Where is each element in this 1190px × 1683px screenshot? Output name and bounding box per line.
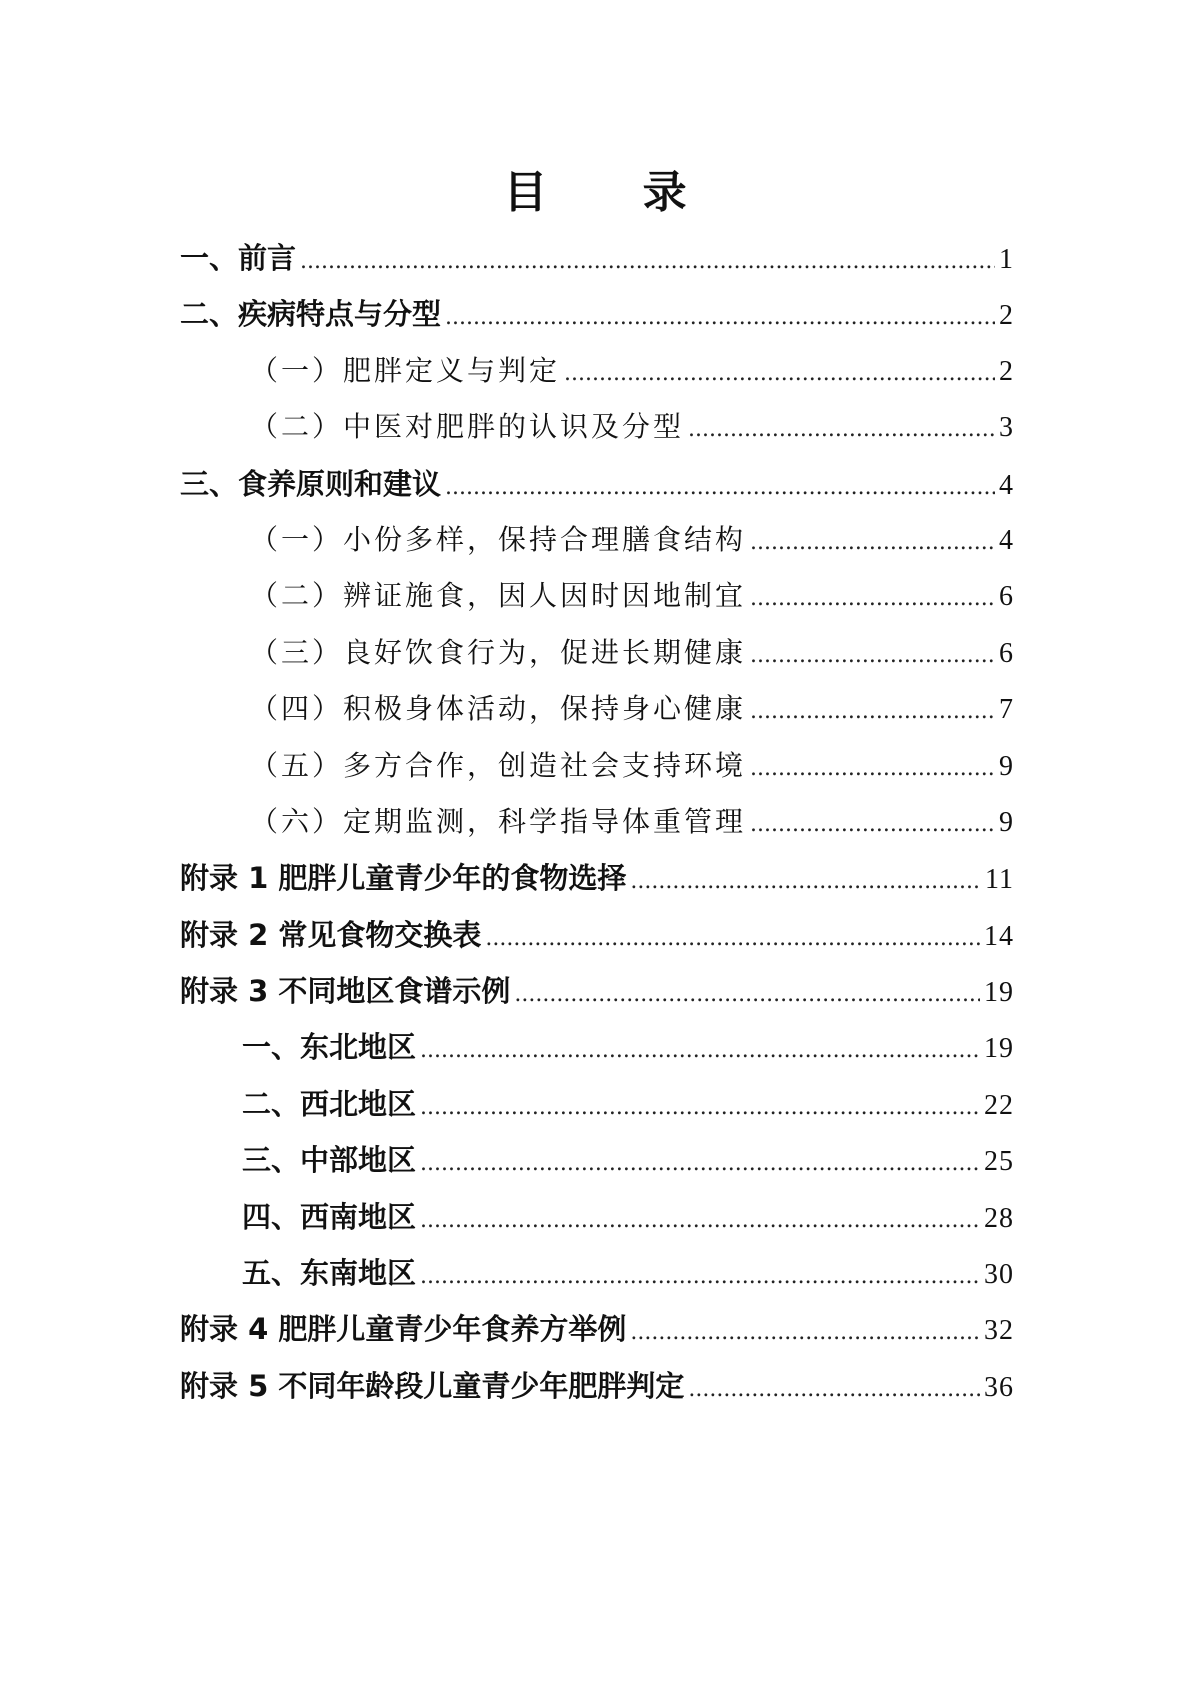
dot-leader	[750, 797, 995, 853]
toc-entry[interactable]	[180, 625, 1014, 681]
toc-entry-label: 三、食养原则和建议	[180, 466, 442, 501]
toc-entry-label: （三）良好饮食行为，促进长期健康	[250, 635, 747, 669]
dot-leader	[420, 1136, 980, 1192]
toc-entry[interactable]	[180, 568, 1014, 624]
toc-entry-page-number: 28	[984, 1202, 1014, 1234]
dot-leader	[564, 346, 995, 402]
toc-entry-label: 一、前言	[180, 241, 297, 275]
toc-entry-page-number: 25	[984, 1146, 1014, 1178]
toc-entry-page-number: 2	[999, 300, 1014, 332]
dot-leader	[750, 571, 995, 627]
dot-leader	[750, 628, 995, 684]
toc-entry[interactable]	[180, 1076, 1014, 1132]
dot-leader	[688, 402, 995, 458]
toc-entry-page-number: 4	[999, 469, 1014, 501]
toc-entry-page-number: 6	[999, 637, 1014, 669]
toc-entry-page-number: 9	[999, 750, 1014, 782]
dot-leader	[420, 1193, 980, 1249]
toc-entry-label: 附录 3 不同地区食谱示例	[180, 974, 511, 1009]
toc-entry[interactable]	[180, 681, 1014, 737]
toc-entry-page-number: 7	[999, 694, 1014, 726]
toc-entry[interactable]	[180, 794, 1014, 850]
toc-entry-page-number: 2	[999, 355, 1014, 387]
dot-leader	[750, 515, 995, 571]
toc-entry-page-number: 22	[984, 1089, 1014, 1121]
toc-entry-page-number: 30	[984, 1259, 1014, 1291]
dot-leader	[445, 460, 995, 516]
toc-entry[interactable]	[180, 907, 1014, 963]
toc-entry[interactable]	[180, 230, 1014, 286]
toc-entry[interactable]	[180, 1132, 1014, 1188]
toc-entry-label: （二）辨证施食，因人因时因地制宜	[250, 579, 747, 613]
toc-entry[interactable]	[180, 343, 1014, 399]
toc-entry-page-number: 3	[999, 412, 1014, 444]
toc-entry-label: （一）小份多样，保持合理膳食结构	[250, 522, 747, 556]
dot-leader	[630, 1305, 980, 1361]
toc-entry-label: 三、中部地区	[242, 1143, 417, 1178]
toc-entry-page-number: 14	[984, 920, 1014, 952]
toc-entry-label: 五、东南地区	[242, 1256, 417, 1291]
toc-entry[interactable]	[180, 1301, 1014, 1357]
toc-entry-label: （六）定期监测，科学指导体重管理	[250, 804, 747, 838]
toc-entry-page-number: 11	[985, 864, 1014, 896]
toc-entry[interactable]	[180, 286, 1014, 342]
dot-leader	[420, 1249, 980, 1305]
table-of-contents	[180, 230, 1014, 1414]
toc-entry[interactable]	[180, 456, 1014, 512]
toc-entry-label: 一、东北地区	[242, 1030, 417, 1065]
dot-leader	[485, 911, 980, 967]
toc-entry-label: 附录 4 肥胖儿童青少年食养方举例	[180, 1312, 627, 1347]
toc-entry[interactable]	[180, 512, 1014, 568]
dot-leader	[445, 290, 995, 346]
dot-leader	[420, 1023, 980, 1079]
toc-entry-label: （五）多方合作，创造社会支持环境	[250, 748, 747, 782]
dot-leader	[750, 741, 995, 797]
toc-entry[interactable]	[180, 850, 1014, 906]
toc-entry-label: （四）积极身体活动，保持身心健康	[250, 692, 747, 726]
dot-leader	[300, 234, 995, 290]
dot-leader	[688, 1362, 980, 1418]
toc-entry[interactable]	[180, 1189, 1014, 1245]
toc-entry-label: 附录 5 不同年龄段儿童青少年肥胖判定	[180, 1368, 685, 1403]
toc-entry-page-number: 4	[999, 524, 1014, 556]
toc-entry[interactable]	[180, 963, 1014, 1019]
toc-entry-label: 二、西北地区	[242, 1086, 417, 1121]
toc-entry-page-number: 32	[984, 1315, 1014, 1347]
dot-leader	[750, 684, 995, 740]
toc-entry-label: 四、西南地区	[242, 1199, 417, 1234]
toc-entry-page-number: 19	[984, 1033, 1014, 1065]
dot-leader	[514, 967, 980, 1023]
toc-entry[interactable]	[180, 1358, 1014, 1414]
toc-entry[interactable]	[180, 399, 1014, 455]
toc-entry-page-number: 36	[984, 1371, 1014, 1403]
dot-leader	[420, 1080, 980, 1136]
dot-leader	[630, 854, 981, 910]
toc-entry-page-number: 19	[984, 977, 1014, 1009]
toc-entry[interactable]	[180, 1245, 1014, 1301]
toc-entry-page-number: 1	[999, 244, 1014, 275]
toc-entry-label: 二、疾病特点与分型	[180, 297, 442, 332]
toc-entry[interactable]	[180, 1019, 1014, 1075]
toc-entry[interactable]	[180, 738, 1014, 794]
toc-entry-label: （二）中医对肥胖的认识及分型	[250, 410, 685, 444]
toc-entry-label: 附录 2 常见食物交换表	[180, 917, 482, 952]
page-title: 目 录	[503, 167, 727, 218]
toc-entry-label: （一）肥胖定义与判定	[250, 353, 561, 387]
toc-entry-label: 附录 1 肥胖儿童青少年的食物选择	[180, 861, 627, 896]
toc-entry-page-number: 6	[999, 581, 1014, 613]
toc-entry-page-number: 9	[999, 806, 1014, 838]
